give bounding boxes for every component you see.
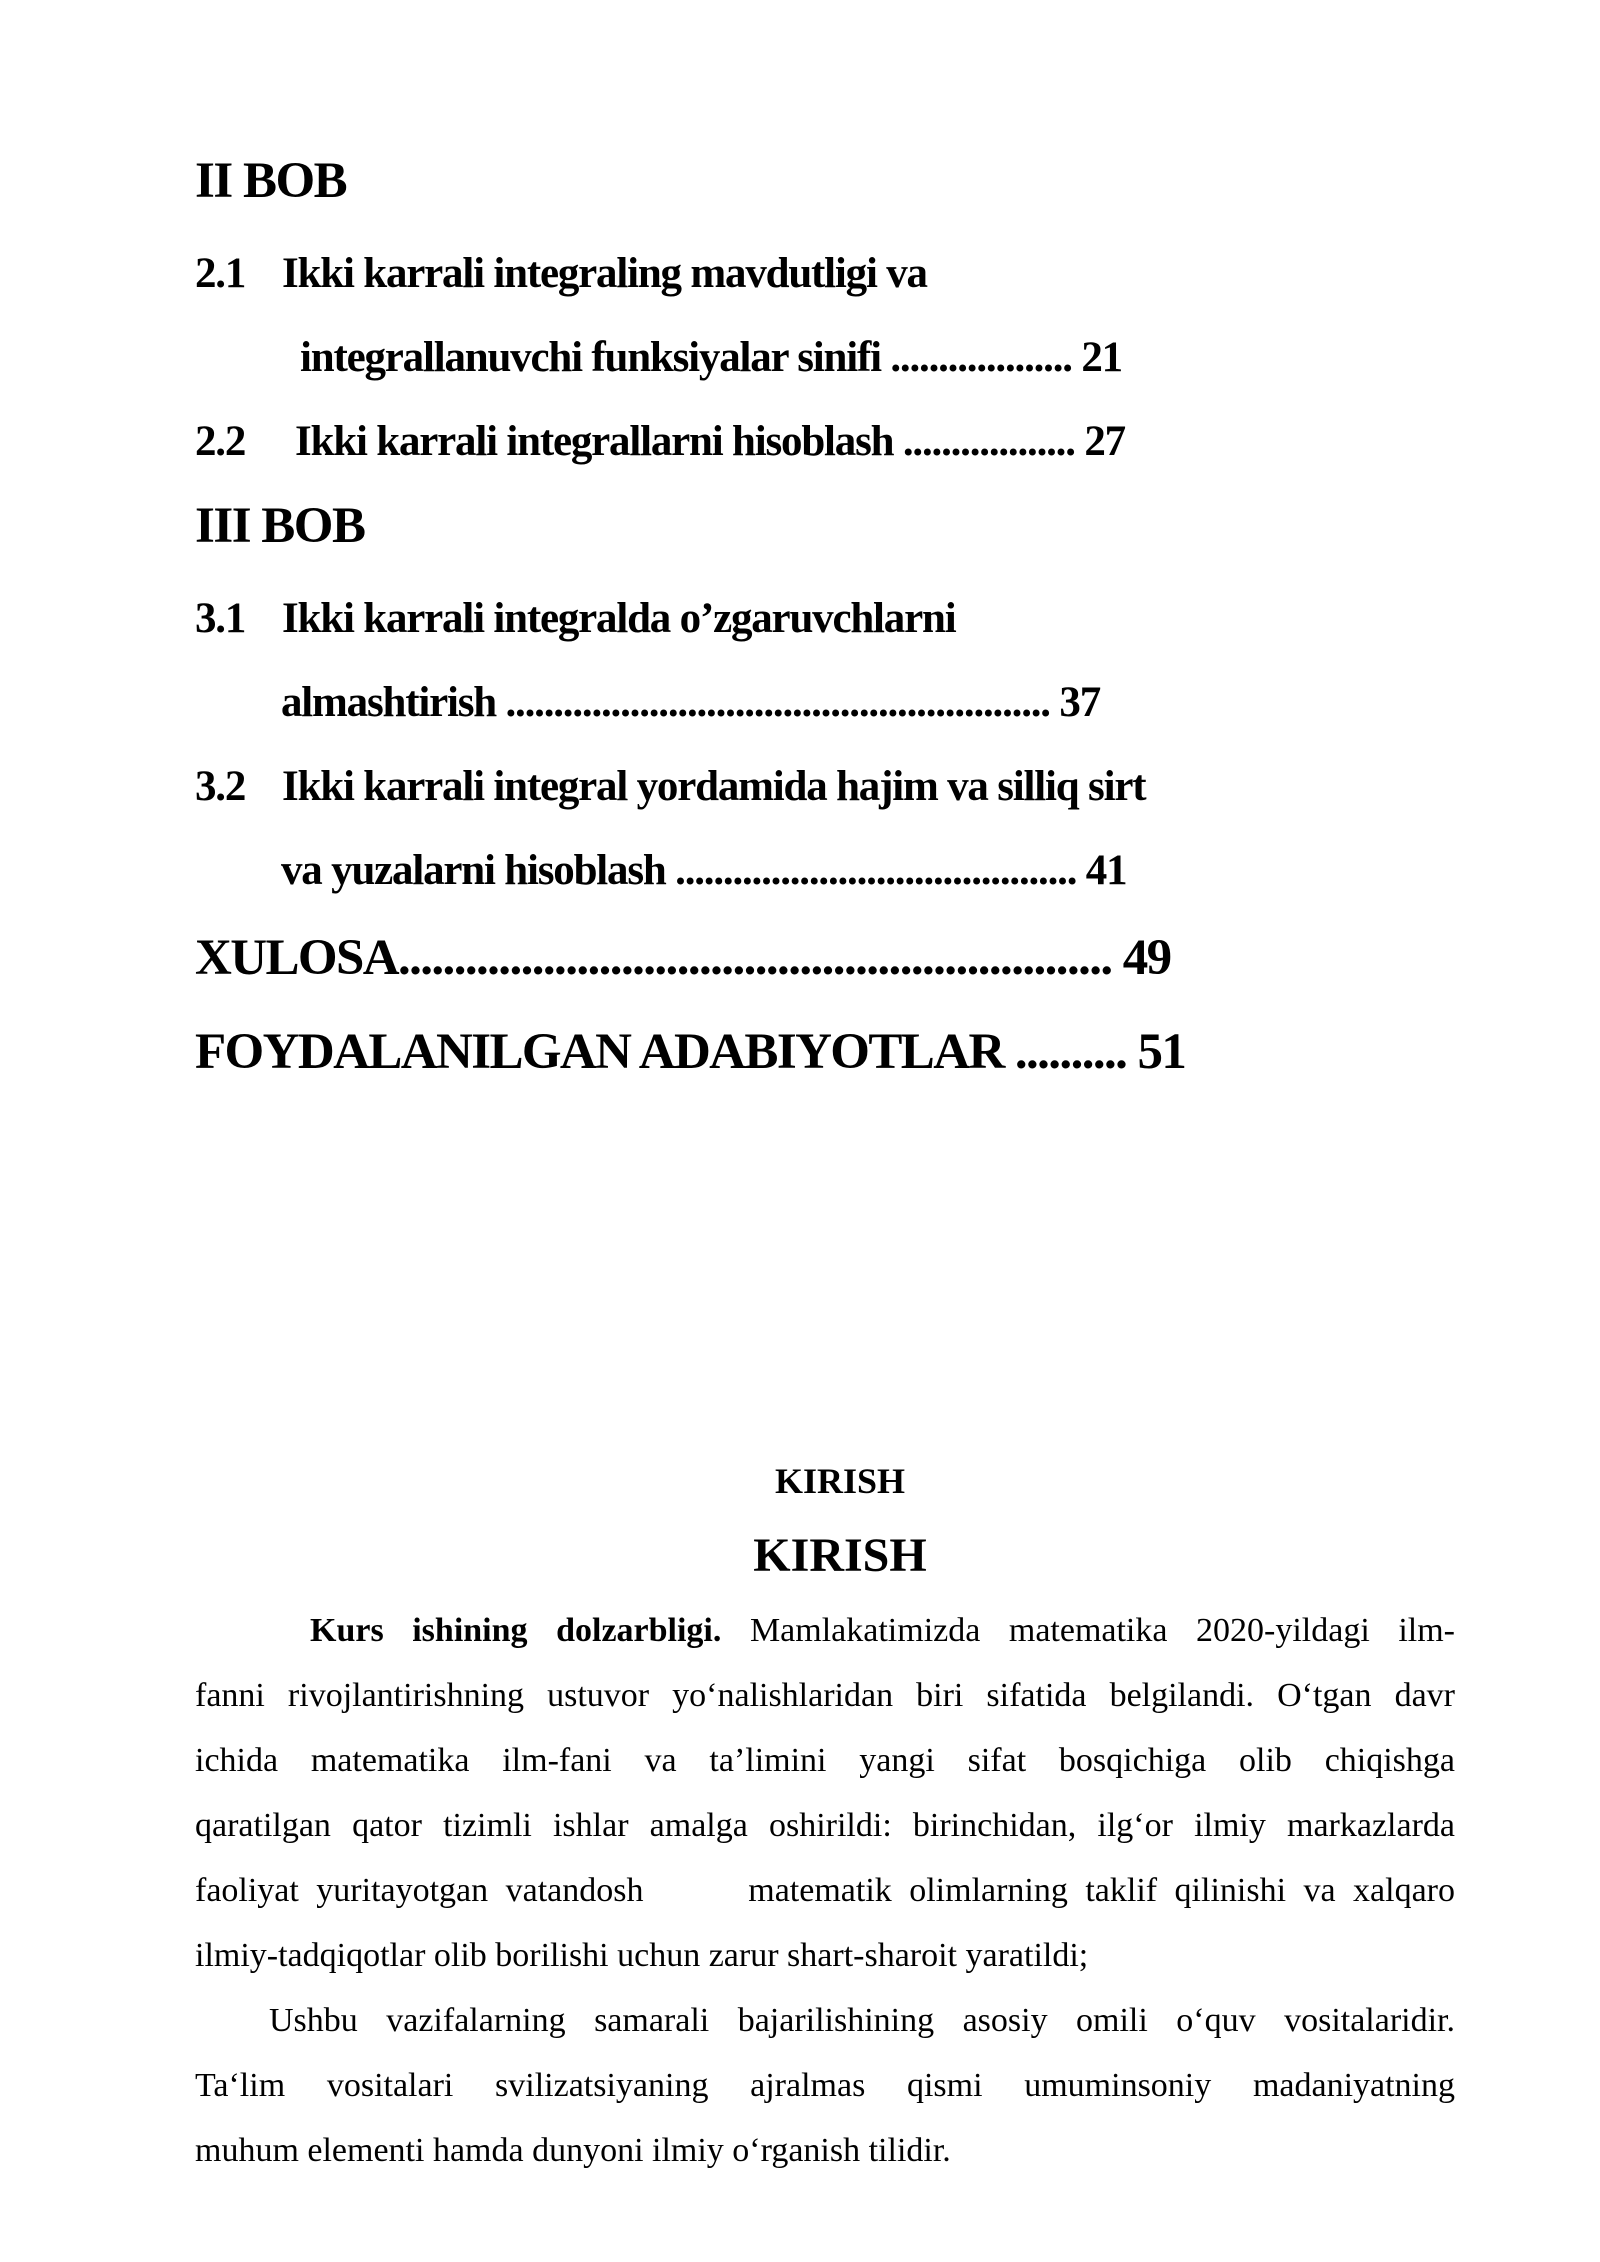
toc-number: 3.1	[195, 595, 246, 642]
toc-entry-conclusion: XULOSA................................................................ 49	[195, 930, 1171, 986]
paragraph-line: fanni rivojlantirishning ustuvor yo‘nalishlaridan biri sifatida belgilandi. O‘tgan davr	[195, 1677, 1455, 1714]
toc-number: 3.2	[195, 763, 246, 810]
toc-entry-3-1-continued: almashtirish ......................................................... 37	[281, 679, 1101, 726]
toc-entry-references: FOYDALANILGAN ADABIYOTLAR .......... 51	[195, 1024, 1186, 1080]
intro-paragraph-2	[195, 1988, 1455, 2183]
paragraph-line: Ta‘lim vositalari svilizatsiyaning ajralmas qismi umuminsoniy madaniyatning	[195, 2067, 1455, 2104]
paragraph-text: Mamlakatimizda matematika 2020-yildagi ilm-	[749, 1612, 1456, 1649]
toc-entry-3-2-continued: va yuzalarni hisoblash .......................................... 41	[281, 847, 1127, 894]
toc-entry-2-2	[195, 420, 1125, 463]
intro-title-large: KIRISH	[753, 1529, 927, 1582]
paragraph-line: Ushbu vazifalarning samarali bajarilishining asosiy omili o‘quv vositalaridir.	[269, 2002, 1455, 2039]
paragraph-line	[195, 1598, 1455, 1663]
toc-number: 2.1	[195, 250, 246, 297]
toc-title: Ikki karrali integrallarni hisoblash .................. 27	[295, 418, 1125, 465]
toc-title: Ikki karrali integraling mavdutligi va	[282, 250, 927, 297]
paragraph-line: faoliyat yuritayotgan vatandosh matematik olimlarning taklif qilinishi va xalqaro	[195, 1872, 1455, 1909]
paragraph-line: ichida matematika ilm-fani va ta’limini yangi sifat bosqichiga olib chiqishga	[195, 1742, 1455, 1779]
toc-entry-2-1	[195, 252, 927, 295]
paragraph-lead: Kurs ishining dolzarbligi.	[310, 1612, 722, 1649]
paragraph-line: qaratilgan qator tizimli ishlar amalga oshirildi: birinchidan, ilg‘or ilmiy markazlarda	[195, 1807, 1455, 1844]
toc-entry-3-1	[195, 597, 955, 640]
toc-title: Ikki karrali integral yordamida hajim va silliq sirt	[282, 763, 1146, 810]
chapter-2-heading: II BOB	[195, 153, 347, 209]
toc-number: 2.2	[195, 418, 246, 465]
toc-entry-2-1-continued: integrallanuvchi funksiyalar sinifi ................... 21	[300, 334, 1122, 381]
chapter-3-heading: III BOB	[195, 498, 365, 554]
toc-entry-3-2	[195, 765, 1145, 808]
intro-title-small: KIRISH	[774, 1461, 906, 1501]
paragraph-line: muhum elementi hamda dunyoni ilmiy o‘rganish tilidir.	[195, 2132, 951, 2169]
intro-paragraph-1	[195, 1598, 1455, 1988]
toc-title: Ikki karrali integralda o’zgaruvchlarni	[282, 595, 956, 642]
paragraph-line: ilmiy-tadqiqotlar olib borilishi uchun zarur shart-sharoit yaratildi;	[195, 1937, 1089, 1974]
